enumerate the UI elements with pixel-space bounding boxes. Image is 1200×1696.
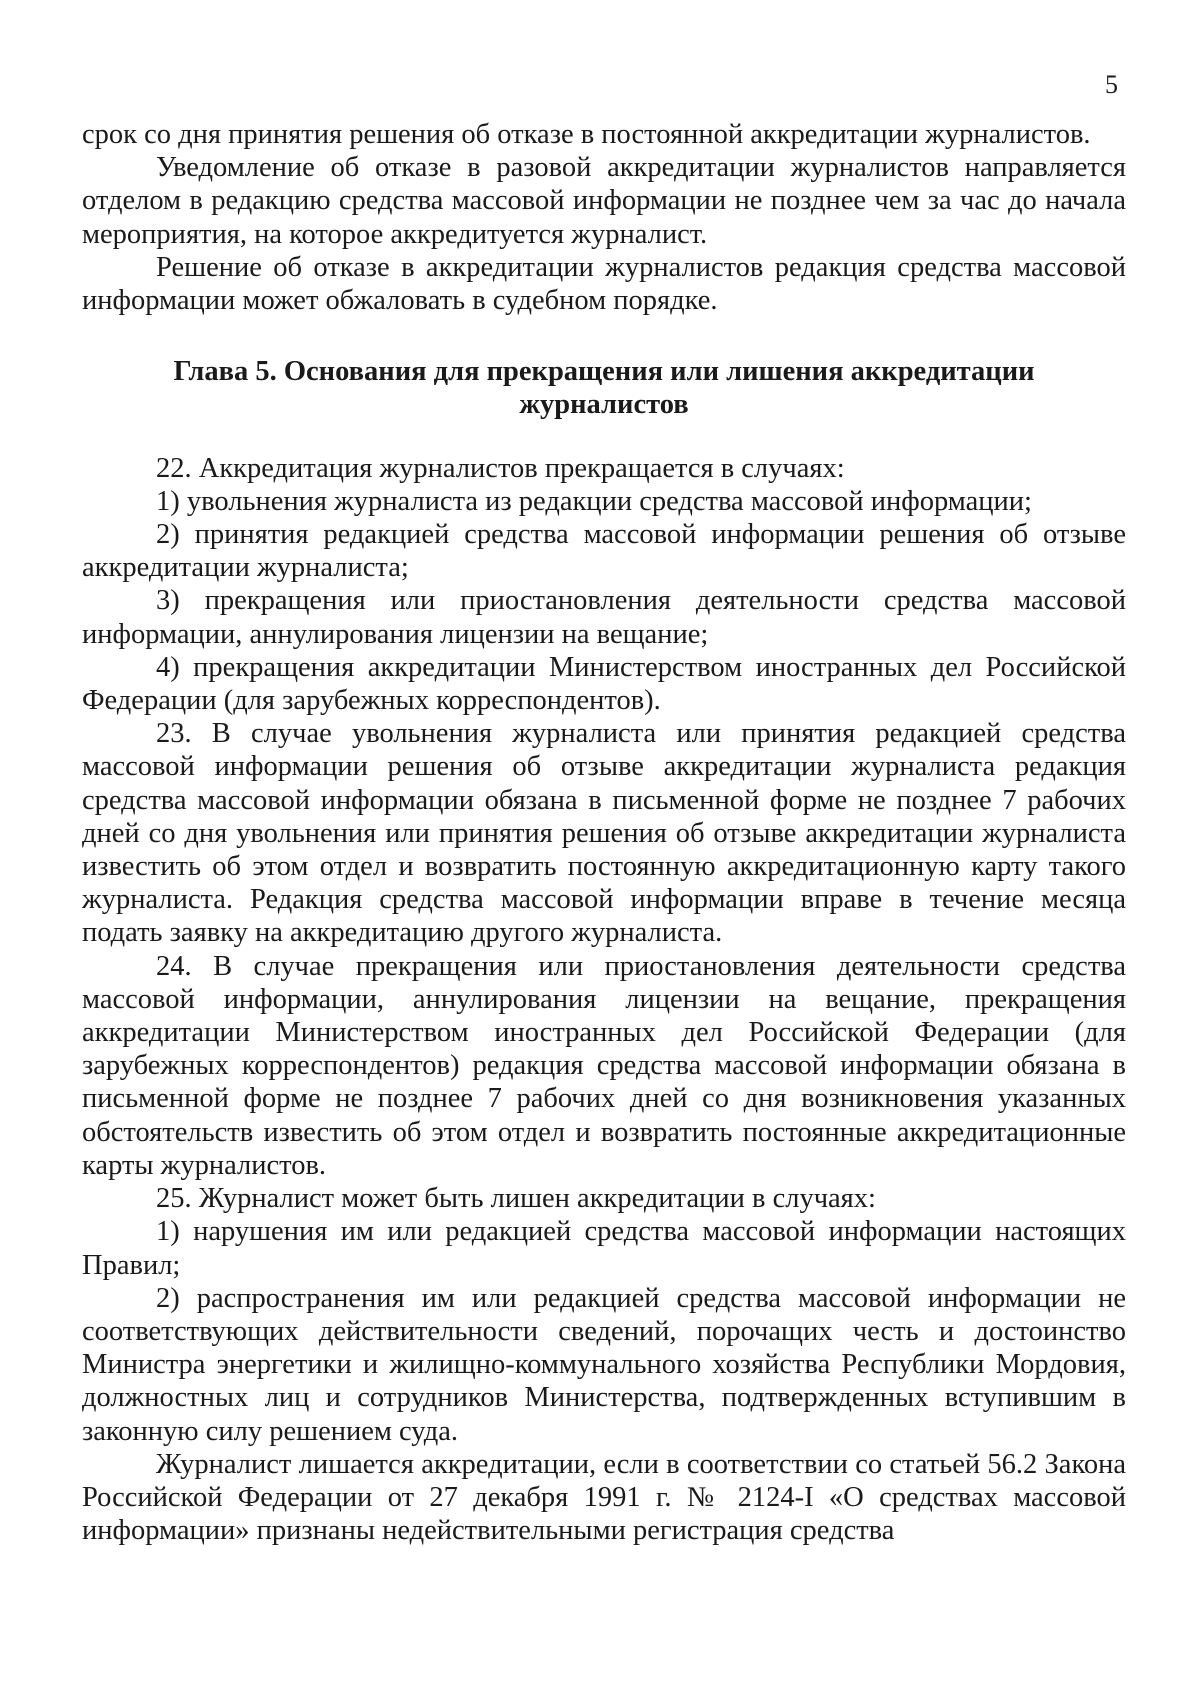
paragraph: 1) увольнения журналиста из редакции средства массовой информации; — [156, 485, 1032, 517]
paragraph: 1) нарушения им или редакцией средства массовой информации настоящих Правил; — [82, 1216, 1126, 1281]
paragraph: Уведомление об отказе в разовой аккредитации журналистов направляется отделом в редакцию средства массовой информации не позднее чем за час до начала мероприятия, на которое аккредитуется журналист. — [82, 152, 1126, 250]
paragraph: срок со дня принятия решения об отказе в постоянной аккредитации журналистов. — [82, 119, 1091, 150]
paragraph: 25. Журналист может быть лишен аккредитации в случаях: — [156, 1183, 876, 1215]
paragraph: 2) принятия редакцией средства массовой информации решения об отзыве аккредитации журналиста; — [82, 519, 1126, 584]
page-number: 5 — [1105, 70, 1118, 99]
paragraph: 3) прекращения или приостановления деятельности средства массовой информации, аннулирования лицензии на вещание; — [82, 585, 1126, 650]
paragraph: 22. Аккредитация журналистов прекращается в случаях: — [156, 452, 845, 484]
paragraph: 4) прекращения аккредитации Министерством иностранных дел Российской Федерации (для зарубежных корреспондентов). — [82, 651, 1126, 717]
paragraph: 2) распространения им или редакцией средства массовой информации не соответствующих действительности сведений, порочащих честь и достоинство Министра энергетики и жилищно-коммунального хозяйства Республики Мордовия, должностных лиц и сотрудников Министерства, подтвержденных вступившим в законную силу решением суда. — [82, 1282, 1126, 1447]
paragraph: 24. В случае прекращения или приостановления деятельности средства массовой информации, аннулирования лицензии на вещание, прекращения аккредитации Министерством иностранных дел Российской Федерации (для зарубежных корреспондентов) редакция средства массовой информации обязана в письменной форме не позднее 7 рабочих дней со дня возникновения указанных обстоятельств известить об этом отдел и возвратить постоянные аккредитационные карты журналистов. — [82, 950, 1126, 1181]
paragraph: Журналист лишается аккредитации, если в соответствии со статьей 56.2 Закона Российской Федерации от 27 декабря 1991 г. № 2124-I «О средствах массовой информации» признаны недействительными регистрация средства — [82, 1448, 1126, 1547]
paragraph: Решение об отказе в аккредитации журналистов редакция средства массовой информации может обжаловать в судебном порядке. — [82, 251, 1126, 317]
chapter-title: Глава 5. Основания для прекращения или лишения аккредитации журналистов — [173, 356, 1035, 421]
document-body — [82, 118, 1126, 1547]
paragraph: 23. В случае увольнения журналиста или принятия редакцией средства массовой информации решения об отзыве аккредитации журналиста редакция средства массовой информации обязана в письменной форме не позднее 7 рабочих дней со дня увольнения или принятия решения об отзыве аккредитации журналиста известить об этом отдел и возвратить постоянную аккредитационную карту такого журналиста. Редакция средства массовой информации вправе в течение месяца подать заявку на аккредитацию другого журналиста. — [82, 718, 1126, 949]
